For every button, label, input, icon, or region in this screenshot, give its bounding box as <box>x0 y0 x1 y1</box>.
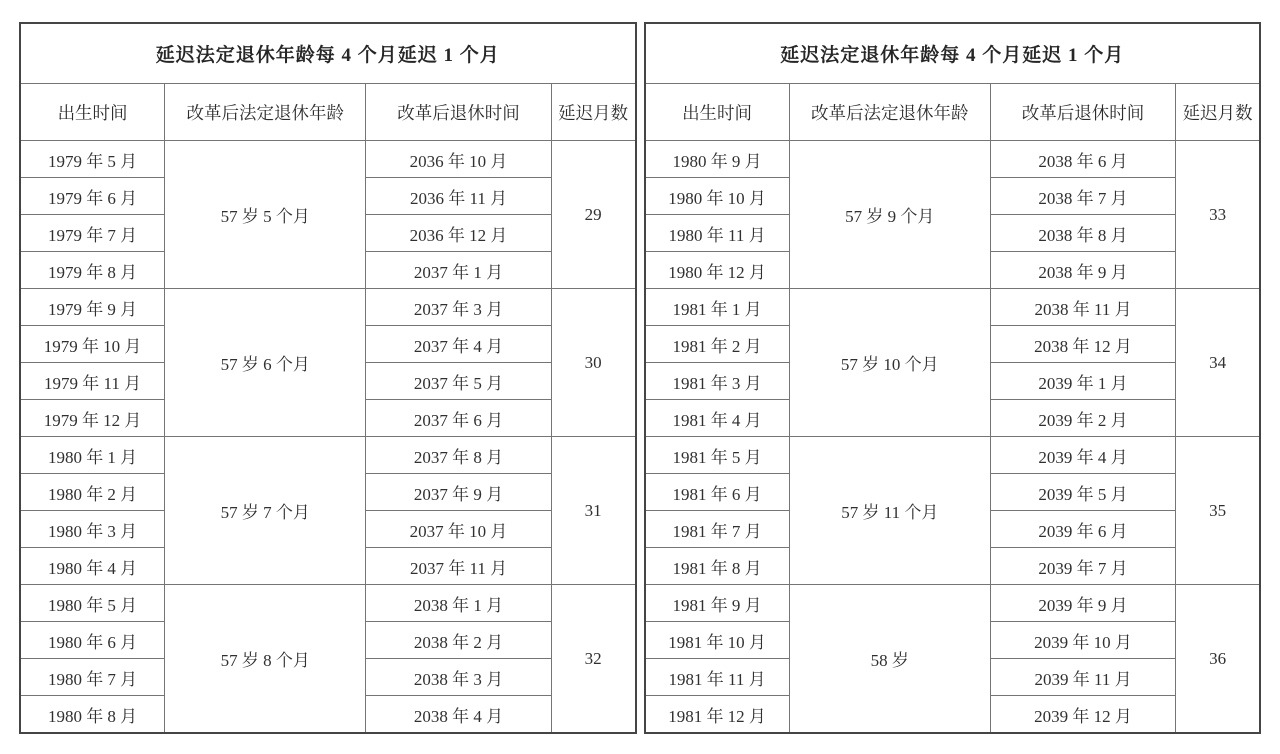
birth-cell: 1979 年 9 月 <box>20 289 165 326</box>
birth-cell: 1981 年 6 月 <box>645 474 790 511</box>
birth-cell: 1981 年 4 月 <box>645 400 790 437</box>
column-header-delay: 延迟月数 <box>1176 84 1260 141</box>
birth-cell: 1980 年 2 月 <box>20 474 165 511</box>
retire-cell: 2037 年 8 月 <box>366 437 551 474</box>
birth-cell: 1981 年 7 月 <box>645 511 790 548</box>
delay-months-cell: 35 <box>1176 437 1260 585</box>
retirement-table-right <box>644 22 1262 734</box>
birth-cell: 1980 年 10 月 <box>645 178 790 215</box>
birth-cell: 1980 年 5 月 <box>20 585 165 622</box>
retire-cell: 2039 年 11 月 <box>990 659 1175 696</box>
birth-cell: 1980 年 12 月 <box>645 252 790 289</box>
retire-cell: 2037 年 10 月 <box>366 511 551 548</box>
birth-cell: 1980 年 11 月 <box>645 215 790 252</box>
delay-months-cell: 33 <box>1176 141 1260 289</box>
retire-cell: 2036 年 10 月 <box>366 141 551 178</box>
retire-cell: 2038 年 9 月 <box>990 252 1175 289</box>
table-row <box>645 585 1261 622</box>
column-header-age: 改革后法定退休年龄 <box>165 84 366 141</box>
birth-cell: 1981 年 3 月 <box>645 363 790 400</box>
age-cell: 57 岁 6 个月 <box>165 289 366 437</box>
birth-cell: 1979 年 8 月 <box>20 252 165 289</box>
retire-cell: 2039 年 1 月 <box>990 363 1175 400</box>
retire-cell: 2037 年 9 月 <box>366 474 551 511</box>
column-header-retire: 改革后退休时间 <box>990 84 1175 141</box>
retire-cell: 2038 年 11 月 <box>990 289 1175 326</box>
retire-cell: 2037 年 4 月 <box>366 326 551 363</box>
retire-cell: 2039 年 12 月 <box>990 696 1175 734</box>
column-header-age: 改革后法定退休年龄 <box>789 84 990 141</box>
table-row <box>20 585 636 622</box>
age-cell: 57 岁 8 个月 <box>165 585 366 734</box>
birth-cell: 1979 年 5 月 <box>20 141 165 178</box>
age-cell: 57 岁 7 个月 <box>165 437 366 585</box>
retire-cell: 2038 年 7 月 <box>990 178 1175 215</box>
birth-cell: 1981 年 12 月 <box>645 696 790 734</box>
table-title: 延迟法定退休年龄每 4 个月延迟 1 个月 <box>20 23 636 84</box>
retire-cell: 2036 年 11 月 <box>366 178 551 215</box>
birth-cell: 1981 年 9 月 <box>645 585 790 622</box>
retire-cell: 2037 年 6 月 <box>366 400 551 437</box>
age-cell: 57 岁 10 个月 <box>789 289 990 437</box>
column-header-row <box>20 84 636 141</box>
birth-cell: 1980 年 3 月 <box>20 511 165 548</box>
retire-cell: 2039 年 4 月 <box>990 437 1175 474</box>
delay-months-cell: 31 <box>551 437 635 585</box>
birth-cell: 1979 年 6 月 <box>20 178 165 215</box>
birth-cell: 1980 年 4 月 <box>20 548 165 585</box>
retire-cell: 2038 年 4 月 <box>366 696 551 734</box>
delay-months-cell: 36 <box>1176 585 1260 734</box>
birth-cell: 1980 年 7 月 <box>20 659 165 696</box>
retire-cell: 2038 年 6 月 <box>990 141 1175 178</box>
column-header-birth: 出生时间 <box>20 84 165 141</box>
retire-cell: 2037 年 5 月 <box>366 363 551 400</box>
age-cell: 57 岁 9 个月 <box>789 141 990 289</box>
retire-cell: 2038 年 2 月 <box>366 622 551 659</box>
birth-cell: 1981 年 1 月 <box>645 289 790 326</box>
age-cell: 58 岁 <box>789 585 990 734</box>
delay-months-cell: 29 <box>551 141 635 289</box>
birth-cell: 1981 年 11 月 <box>645 659 790 696</box>
column-header-row <box>645 84 1261 141</box>
age-cell: 57 岁 5 个月 <box>165 141 366 289</box>
retire-cell: 2039 年 10 月 <box>990 622 1175 659</box>
retirement-table-left <box>19 22 637 734</box>
retire-cell: 2036 年 12 月 <box>366 215 551 252</box>
column-header-birth: 出生时间 <box>645 84 790 141</box>
retire-cell: 2038 年 3 月 <box>366 659 551 696</box>
retire-cell: 2039 年 2 月 <box>990 400 1175 437</box>
table-row <box>645 437 1261 474</box>
retire-cell: 2039 年 9 月 <box>990 585 1175 622</box>
retire-cell: 2039 年 7 月 <box>990 548 1175 585</box>
table-row <box>20 141 636 178</box>
birth-cell: 1979 年 12 月 <box>20 400 165 437</box>
table-row <box>20 437 636 474</box>
retire-cell: 2038 年 8 月 <box>990 215 1175 252</box>
retire-cell: 2039 年 5 月 <box>990 474 1175 511</box>
table-row <box>645 141 1261 178</box>
delay-months-cell: 30 <box>551 289 635 437</box>
age-cell: 57 岁 11 个月 <box>789 437 990 585</box>
tables-container <box>19 22 1261 733</box>
retire-cell: 2039 年 6 月 <box>990 511 1175 548</box>
delay-months-cell: 34 <box>1176 289 1260 437</box>
table-row <box>645 289 1261 326</box>
birth-cell: 1980 年 6 月 <box>20 622 165 659</box>
retire-cell: 2037 年 1 月 <box>366 252 551 289</box>
birth-cell: 1981 年 2 月 <box>645 326 790 363</box>
table-title-row <box>20 23 636 84</box>
retire-cell: 2038 年 1 月 <box>366 585 551 622</box>
birth-cell: 1979 年 10 月 <box>20 326 165 363</box>
delay-months-cell: 32 <box>551 585 635 734</box>
table-row <box>20 289 636 326</box>
birth-cell: 1979 年 7 月 <box>20 215 165 252</box>
birth-cell: 1979 年 11 月 <box>20 363 165 400</box>
retire-cell: 2038 年 12 月 <box>990 326 1175 363</box>
column-header-retire: 改革后退休时间 <box>366 84 551 141</box>
birth-cell: 1981 年 10 月 <box>645 622 790 659</box>
retire-cell: 2037 年 3 月 <box>366 289 551 326</box>
birth-cell: 1981 年 8 月 <box>645 548 790 585</box>
table-title: 延迟法定退休年龄每 4 个月延迟 1 个月 <box>645 23 1261 84</box>
retire-cell: 2037 年 11 月 <box>366 548 551 585</box>
column-header-delay: 延迟月数 <box>551 84 635 141</box>
table-title-row <box>645 23 1261 84</box>
birth-cell: 1980 年 1 月 <box>20 437 165 474</box>
birth-cell: 1980 年 8 月 <box>20 696 165 734</box>
birth-cell: 1981 年 5 月 <box>645 437 790 474</box>
birth-cell: 1980 年 9 月 <box>645 141 790 178</box>
